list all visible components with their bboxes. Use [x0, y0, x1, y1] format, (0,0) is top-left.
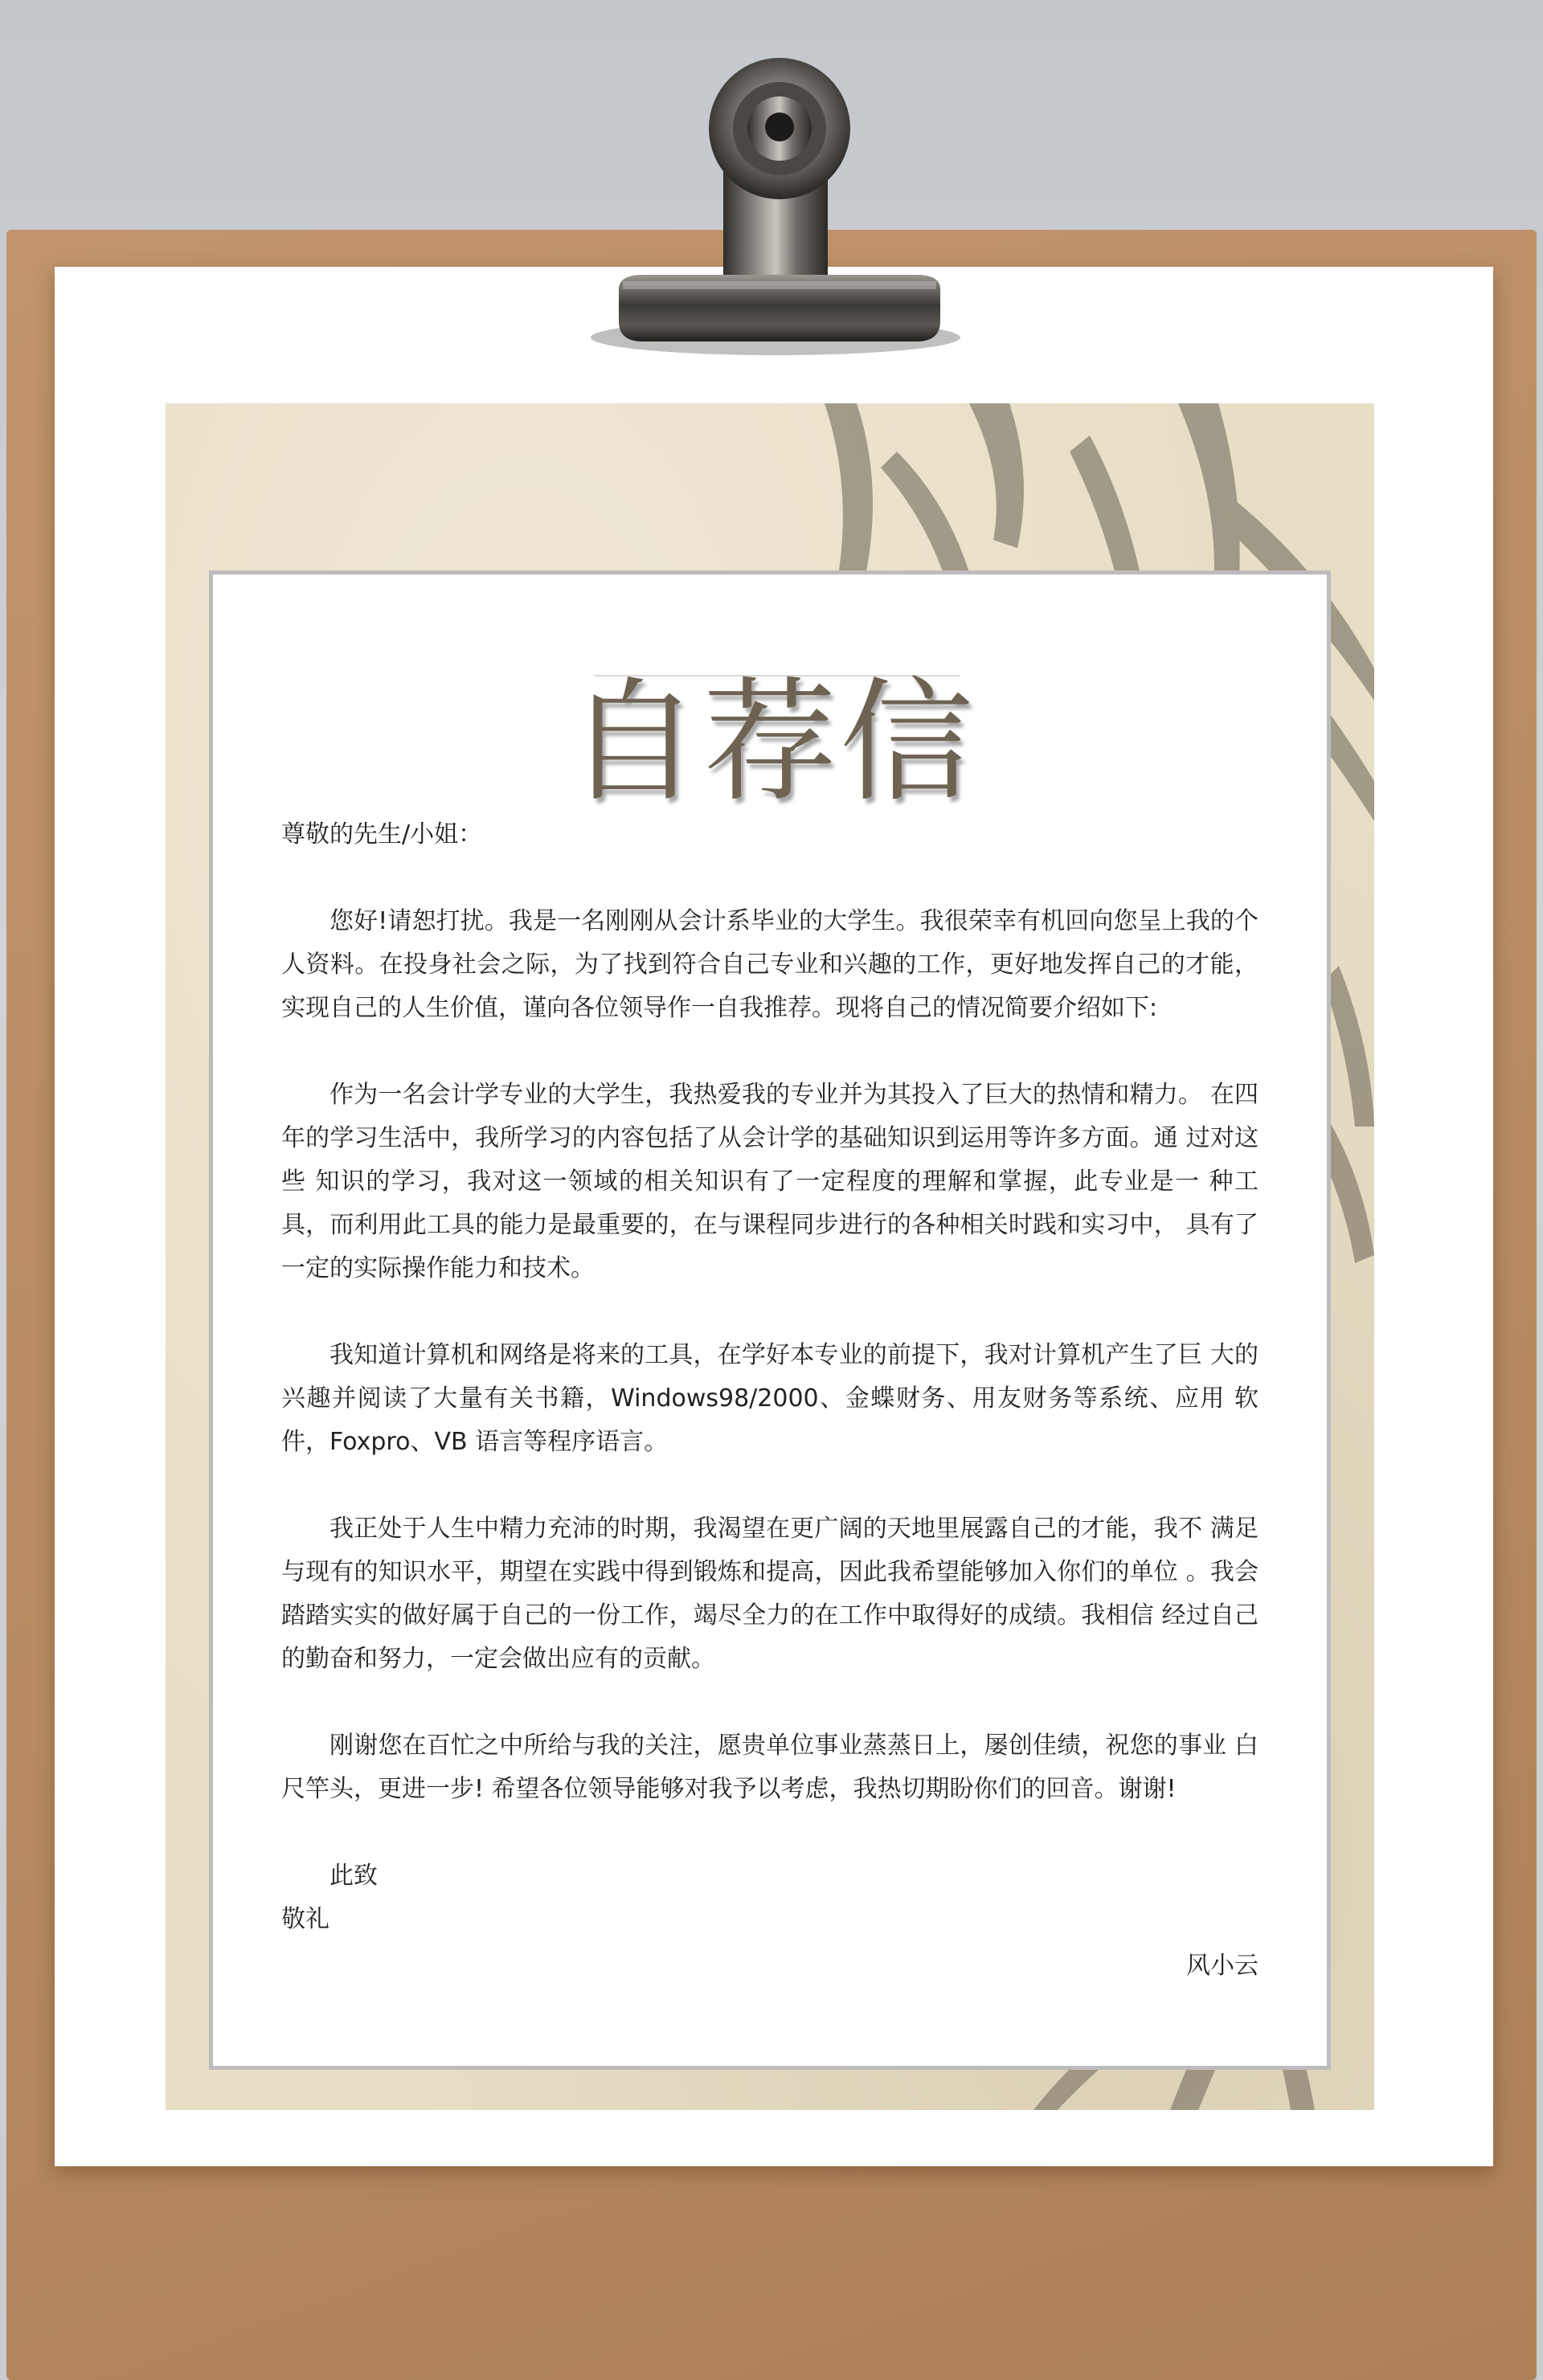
letter-paragraph: 作为一名会计学专业的大学生，我热爱我的专业并为其投入了巨大的热情和精力。 在四年的学习生活中，我所学习的内容包括了从会计学的基础知识到运用等许多方面。通 过对这些 知识的学习，我对这一领域的相关知识有了一定程度的理解和掌握，此专业是一 种工具，而利用此工具的能力是最重要的，在与课程同步进行的各种相关时践和实习中， 具有了一定的实际操作能力和技术。 [281, 1081, 1259, 1282]
letter-greeting: 尊敬的先生/小姐： [281, 820, 483, 849]
closing-line-cizhi: 此致 [329, 1862, 378, 1890]
page-title: 自荐信 [567, 665, 976, 820]
letter-paragraph: 刚谢您在百忙之中所给与我的关注，愿贵单位事业蒸蒸日上，屡创佳绩，祝您的事业 白尺竿头，更进一步! 希望各位领导能够对我予以考虑，我热切期盼你们的回音。谢谢! [281, 1732, 1259, 1803]
letter-body [281, 813, 1259, 1988]
binder-clip-icon [0, 0, 1543, 370]
signature: 风小云 [1186, 1952, 1259, 1980]
letter-paragraph: 我正处于人生中精力充沛的时期，我渴望在更广阔的天地里展露自己的才能，我不 满足与现有的知识水平，期望在实践中得到锻炼和提高，因此我希望能够加入你们的单位 。我会踏踏实实的做好属于自己的一份工作，竭尽全力的在工作中取得好的成绩。我相信 经过自己的勤奋和努力，一定会做出应有的贡献。 [281, 1515, 1259, 1673]
letter-paragraph: 我知道计算机和网络是将来的工具，在学好本专业的前提下，我对计算机产生了巨 大的兴趣并阅读了大量有关书籍，Windows98/2000、金蝶财务、用友财务等系统、应用 软件，Foxpro、VB 语言等程序语言。 [281, 1341, 1259, 1456]
closing-line-jingli: 敬礼 [281, 1905, 329, 1933]
letter-paragraph: 您好!请恕打扰。我是一名刚刚从会计系毕业的大学生。我很荣幸有机回向您呈上我的个人资料。在投身社会之际，为了找到符合自己专业和兴趣的工作，更好地发挥自己的才能，实现自己的人生价值，谨向各位领导作一自我推荐。现将自己的情况简要介绍如下: [281, 907, 1259, 1022]
